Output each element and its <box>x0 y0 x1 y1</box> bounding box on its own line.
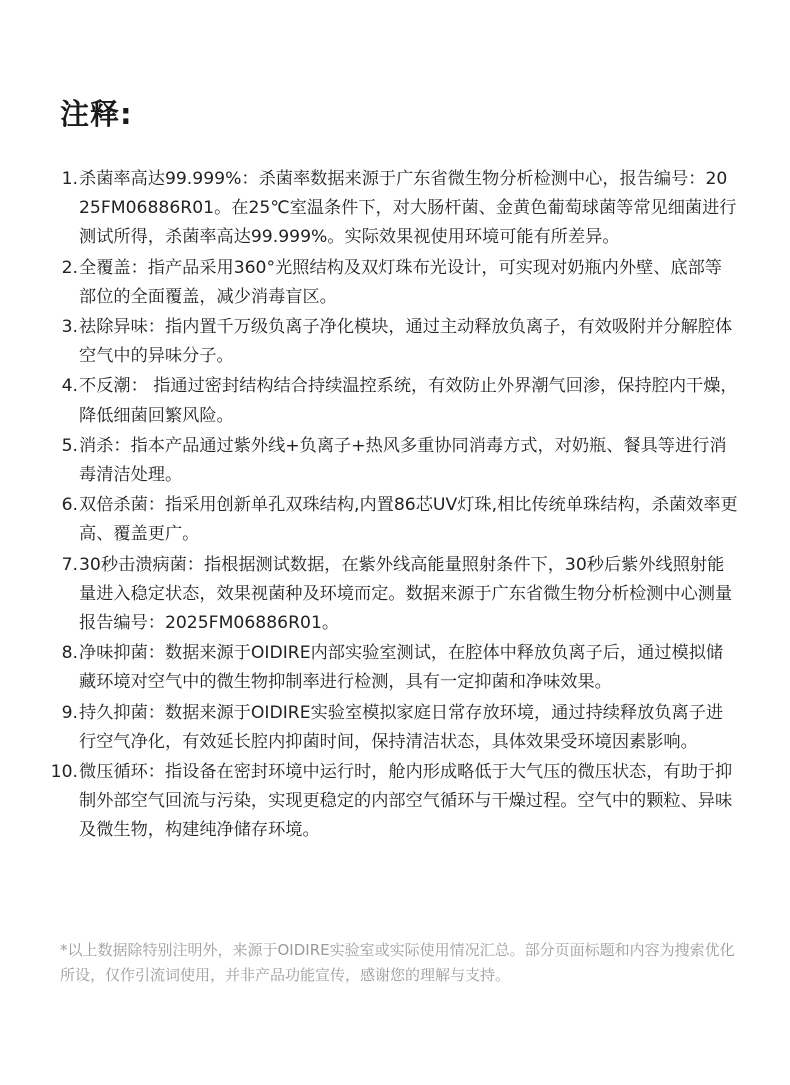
note-number: 8. <box>61 643 78 664</box>
note-text: 消杀：指本产品通过紫外线+负离子+热风多重协同消毒方式，对奶瓶、餐具等进行消毒清洁处理。 <box>79 435 727 486</box>
note-item <box>0 758 790 846</box>
note-item <box>0 254 790 312</box>
note-number: 7. <box>61 554 78 575</box>
note-text: 净味抑菌：数据来源于OIDIRE内部实验室测试，在腔体中释放负离子后，通过模拟储藏环境对空气中的微生物抑制率进行检测，具有一定抑菌和净味效果。 <box>79 643 724 693</box>
note-text: 全覆盖：指产品采用360°光照结构及双灯珠布光设计，可实现对奶瓶内外壁、底部等部位的全面覆盖，减少消毒盲区。 <box>79 257 722 307</box>
note-item <box>0 432 790 490</box>
note-item <box>0 372 790 430</box>
note-number: 9. <box>61 702 78 723</box>
note-number: 4. <box>61 376 78 397</box>
note-text: 微压循环：指设备在密封环境中运行时，舱内形成略低于大气压的微压状态，有助于抑制外部空气回流与污染，实现更稳定的内部空气循环与干燥过程。空气中的颗粒、异味及微生物，构建纯净储存环境。 <box>79 762 733 841</box>
note-item <box>0 551 790 639</box>
note-item <box>0 165 790 253</box>
note-text: 30秒击溃病菌：指根据测试数据，在紫外线高能量照射条件下，30秒后紫外线照射能量进入稳定状态，效果视菌种及环境而定。数据来源于广东省微生物分析检测中心测量报告编号：2025FM06886R01。 <box>79 554 733 634</box>
note-number: 1. <box>61 169 78 189</box>
note-number: 5. <box>61 435 78 456</box>
note-item <box>0 639 790 697</box>
note-item <box>0 313 790 371</box>
note-text: 杀菌率高达99.999%：杀菌率数据来源于广东省微生物分析检测中心，报告编号：2025FM06886R01。在25℃室温条件下，对大肠杆菌、金黄色葡萄球菌等常见细菌进行测试所得，杀菌率高达99.999%。实际效果视使用环境可能有所差异。 <box>79 169 737 248</box>
note-text: 祛除异味：指内置千万级负离子净化模块，通过主动释放负离子，有效吸附并分解腔体空气中的异味分子。 <box>79 317 733 367</box>
disclaimer-footnote: *以上数据除特别注明外，来源于OIDIRE实验室或实际使用情况汇总。部分页面标题和内容为搜索优化所设，仅作引流词使用，并非产品功能宣传，感谢您的理解与支持。 <box>60 941 735 984</box>
notes-list <box>0 165 790 847</box>
note-item <box>0 491 790 549</box>
note-item <box>0 699 790 757</box>
note-text: 双倍杀菌：指采用创新单孔双珠结构,内置86芯UV灯珠,相比传统单珠结构，杀菌效率更高、覆盖更广。 <box>79 495 738 545</box>
note-number: 2. <box>61 257 78 278</box>
note-number: 10. <box>50 762 78 783</box>
note-number: 6. <box>61 495 78 516</box>
note-text: 持久抑菌：数据来源于OIDIRE实验室模拟家庭日常存放环境，通过持续释放负离子进行空气净化，有效延长腔内抑菌时间，保持清洁状态，具体效果受环境因素影响。 <box>79 702 724 752</box>
page-title: 注释: <box>60 97 133 131</box>
note-text: 不反潮： 指通过密封结构结合持续温控系统，有效防止外界潮气回渗，保持腔内干燥，降低细菌回繁风险。 <box>79 376 738 426</box>
note-number: 3. <box>61 317 78 338</box>
